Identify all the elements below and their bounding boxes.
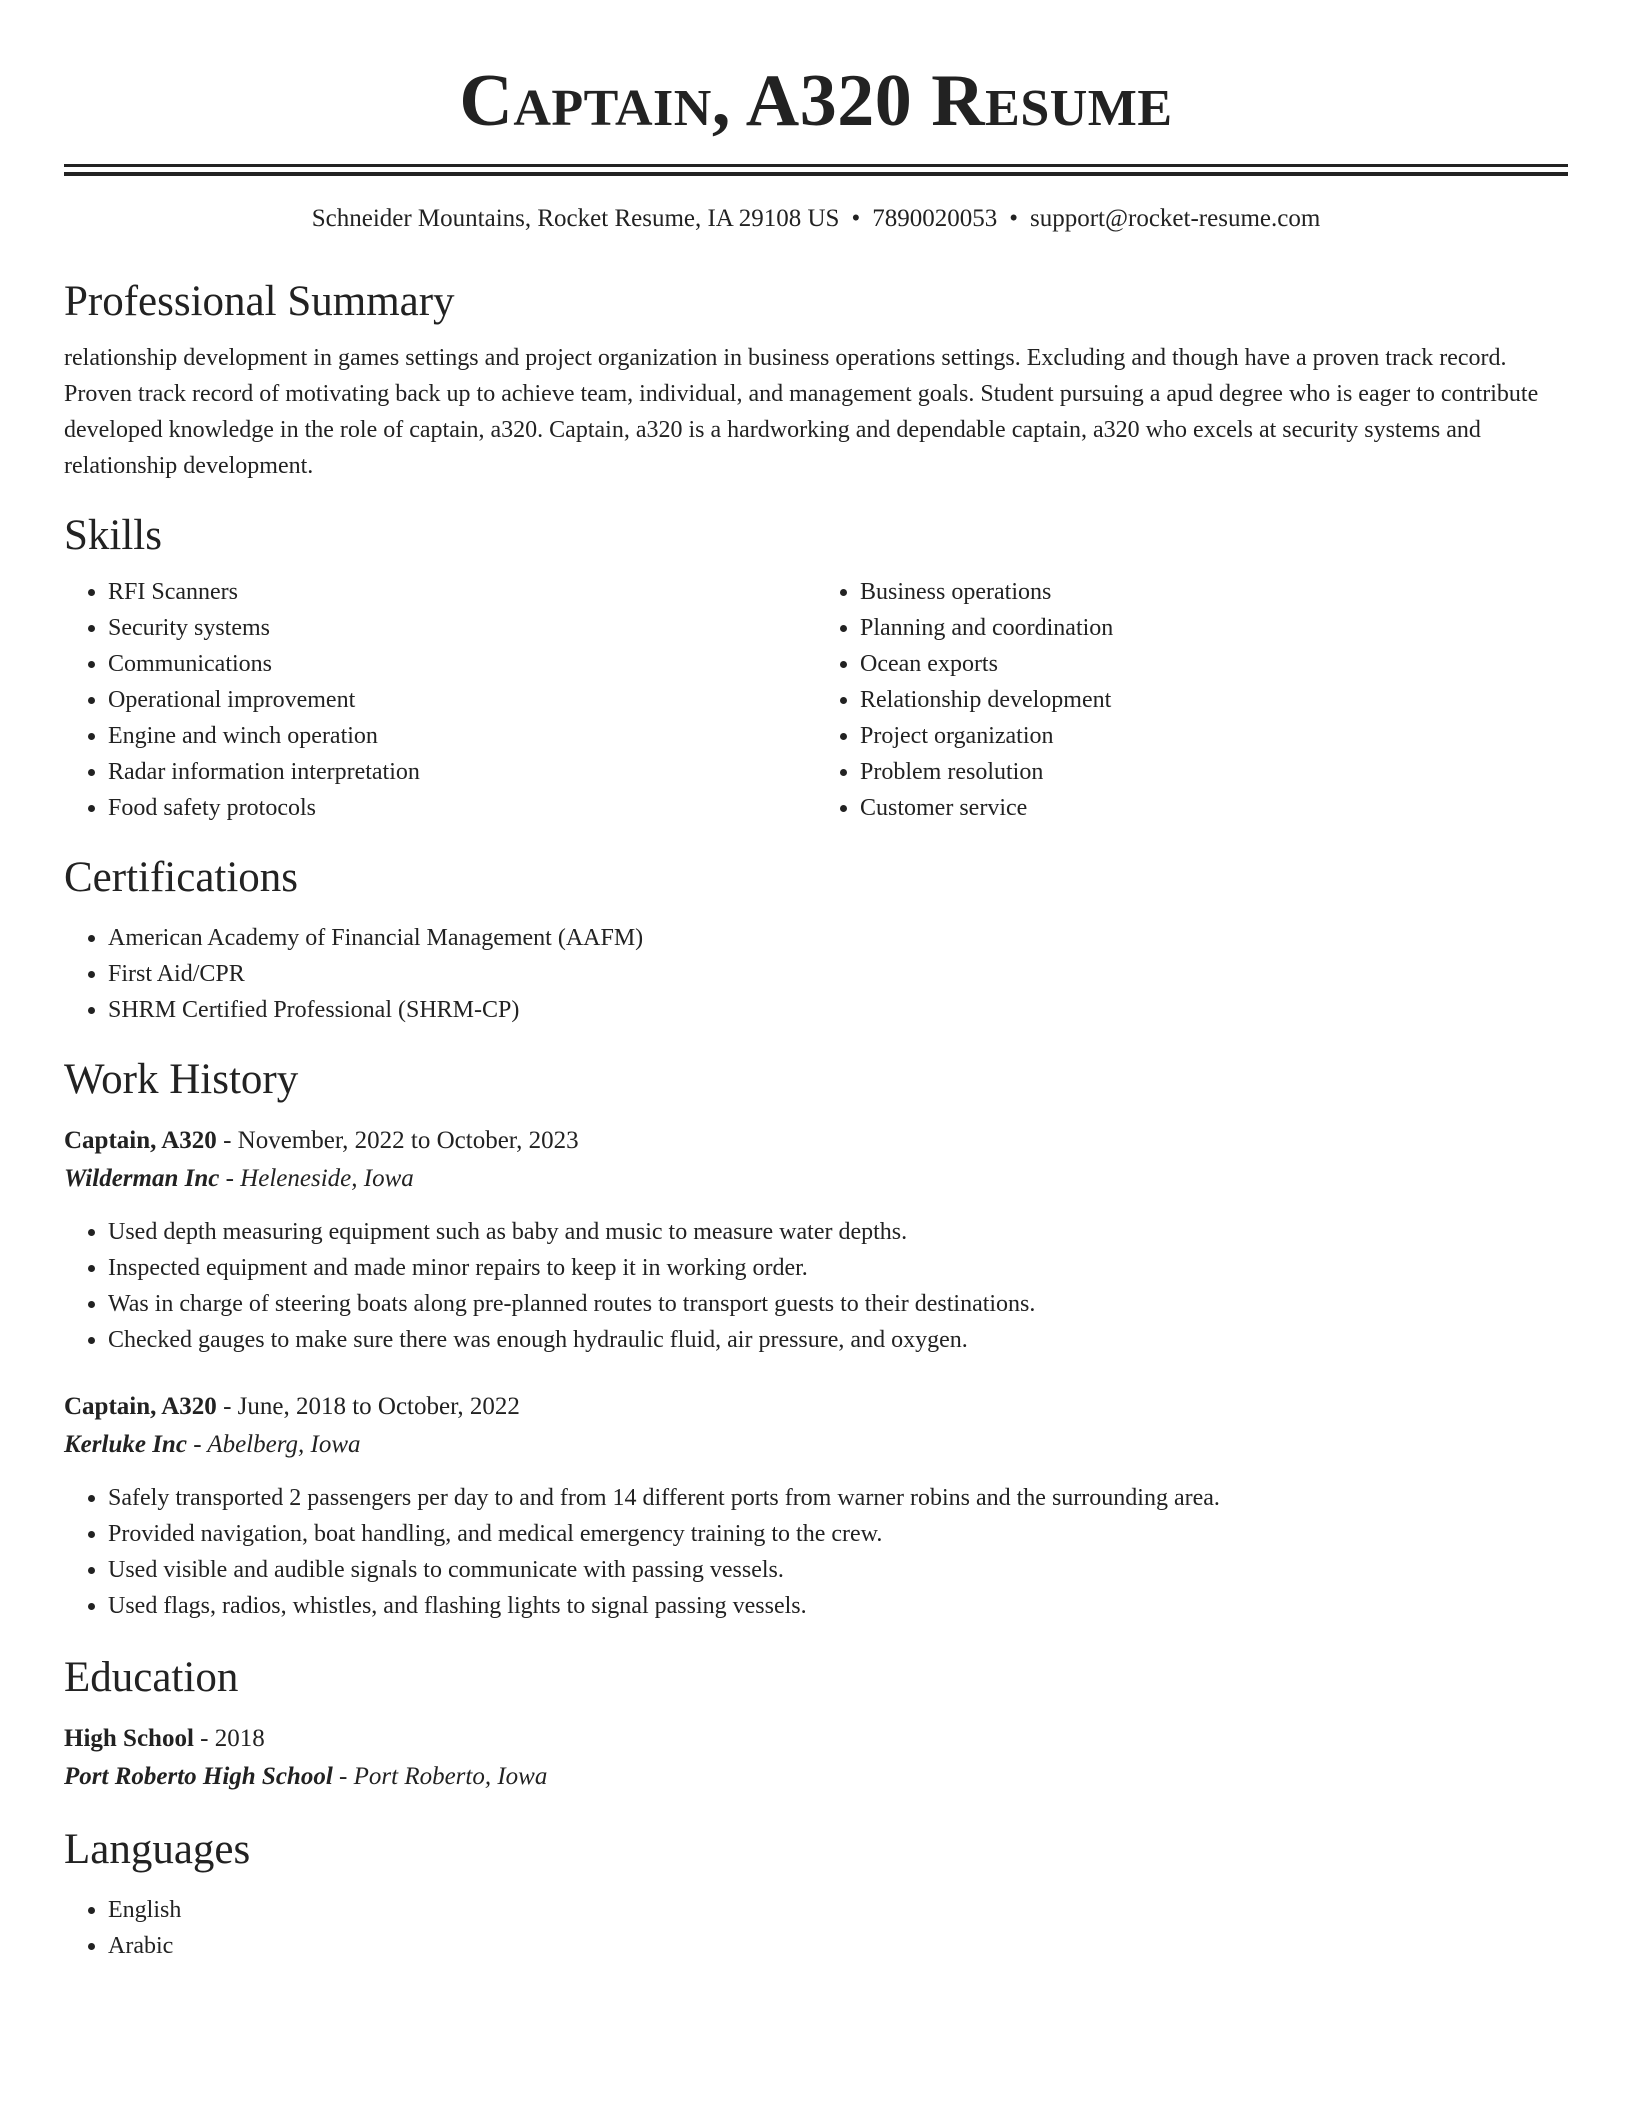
education-school-line	[64, 1758, 1568, 1796]
job-company: Wilderman Inc	[64, 1165, 220, 1192]
job-company-line	[64, 1160, 1568, 1198]
language-item: • Arabic	[108, 1928, 1568, 1964]
job-company-line	[64, 1426, 1568, 1464]
job-title-line	[64, 1122, 1568, 1160]
job-location: - Abelberg, Iowa	[186, 1431, 361, 1458]
job-bullets	[64, 1214, 1568, 1358]
job-company: Kerluke Inc	[64, 1431, 187, 1458]
certifications-list	[64, 920, 1568, 1028]
certification-item: • American Academy of Financial Management (AAFM)	[108, 920, 1568, 956]
skill-item: • Engine and winch operation	[108, 718, 816, 754]
job-bullet: • Safely transported 2 passengers per day to and from 14 different ports from warner robins and the surrounding area.	[108, 1480, 1568, 1516]
job-title: Captain, A320	[64, 1127, 217, 1154]
work-history-heading: Work History	[64, 1056, 299, 1103]
certification-item: • SHRM Certified Professional (SHRM-CP)	[108, 992, 1568, 1028]
skill-item: • RFI Scanners	[108, 574, 816, 610]
job-bullet: • Used flags, radios, whistles, and flashing lights to signal passing vessels.	[108, 1588, 1568, 1624]
job-bullet: • Was in charge of steering boats along pre-planned routes to transport guests to their destinations.	[108, 1286, 1568, 1322]
job-bullet: • Used depth measuring equipment such as baby and music to measure water depths.	[108, 1214, 1568, 1250]
skill-item: • Problem resolution	[860, 754, 1568, 790]
job-dates: - November, 2022 to October, 2023	[216, 1127, 579, 1154]
skill-item: • Customer service	[860, 790, 1568, 826]
job-entry	[64, 1388, 1568, 1624]
job-bullet: • Checked gauges to make sure there was enough hydraulic fluid, air pressure, and oxygen.	[108, 1322, 1568, 1358]
education-year: - 2018	[193, 1725, 265, 1752]
skill-item: • Radar information interpretation	[108, 754, 816, 790]
languages-list	[64, 1892, 1568, 1964]
contact-phone: 7890020053	[872, 205, 998, 232]
skills-list-left	[64, 574, 816, 826]
resume-title: Captain, A320 Resume	[459, 60, 1173, 142]
contact-address: Schneider Mountains, Rocket Resume, IA 29108 US	[311, 205, 840, 232]
contact-separator: •	[851, 205, 861, 232]
contact-email: support@rocket-resume.com	[1029, 205, 1321, 232]
contact-separator: •	[1009, 205, 1018, 232]
certification-item: • First Aid/CPR	[108, 956, 1568, 992]
job-bullet: • Inspected equipment and made minor repairs to keep it in working order.	[108, 1250, 1568, 1286]
skill-item: • Ocean exports	[860, 646, 1568, 682]
skill-item: • Food safety protocols	[108, 790, 816, 826]
education-location: - Port Roberto, Iowa	[332, 1763, 548, 1790]
job-dates: - June, 2018 to October, 2022	[216, 1393, 520, 1420]
summary-text: relationship development in games settings and project organization in business operations settings. Excluding and though have a proven track record. Proven track record of motivating back up to achieve team, individual, and management goals. Student pursuing a apud degree who is eager to contribute developed knowledge in the role of captain, a320. Captain, a320 is a hardworking and dependable captain, a320 who excels at security systems and relationship development.	[64, 345, 1539, 479]
contact-line	[64, 202, 1568, 236]
education-school: Port Roberto High School	[64, 1763, 333, 1790]
summary-heading: Professional Summary	[64, 278, 455, 325]
languages-heading: Languages	[64, 1826, 251, 1873]
job-title-line	[64, 1388, 1568, 1426]
job-title: Captain, A320	[64, 1393, 217, 1420]
job-location: - Heleneside, Iowa	[219, 1165, 414, 1192]
education-degree: High School	[64, 1725, 194, 1752]
skill-item: • Communications	[108, 646, 816, 682]
title-double-rule	[64, 164, 1568, 176]
skill-item: • Business operations	[860, 574, 1568, 610]
job-bullet: • Used visible and audible signals to communicate with passing vessels.	[108, 1552, 1568, 1588]
education-heading: Education	[64, 1654, 239, 1701]
skill-item: • Planning and coordination	[860, 610, 1568, 646]
job-entry	[64, 1122, 1568, 1358]
skill-item: • Relationship development	[860, 682, 1568, 718]
skills-heading: Skills	[64, 512, 162, 559]
skill-item: • Operational improvement	[108, 682, 816, 718]
language-item: • English	[108, 1892, 1568, 1928]
education-degree-line	[64, 1720, 1568, 1758]
skill-item: • Project organization	[860, 718, 1568, 754]
certifications-heading: Certifications	[64, 854, 299, 901]
skills-columns	[64, 574, 1568, 826]
job-bullet: • Provided navigation, boat handling, and medical emergency training to the crew.	[108, 1516, 1568, 1552]
job-bullets	[64, 1480, 1568, 1624]
skill-item: • Security systems	[108, 610, 816, 646]
skills-list-right	[816, 574, 1568, 826]
